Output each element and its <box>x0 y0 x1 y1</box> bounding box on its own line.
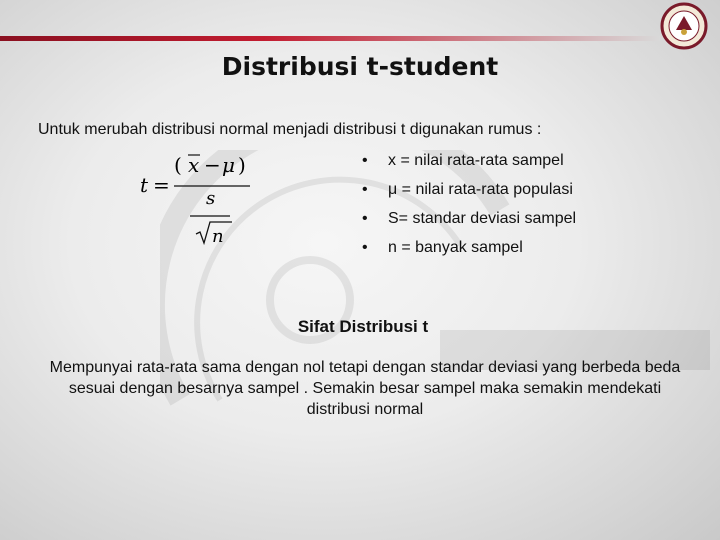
formula-equals: = <box>153 173 170 197</box>
bullet-text: S= standar deviasi sampel <box>388 210 577 227</box>
slide-title: Distribusi t-student <box>221 52 499 81</box>
header-accent-line <box>0 36 660 41</box>
bullet-text: x = nilai rata-rata sampel <box>388 152 564 169</box>
bullet-marker: • <box>362 239 368 256</box>
header-bar <box>0 0 720 42</box>
formula-close-paren: ) <box>238 153 246 177</box>
university-logo-icon <box>660 2 708 50</box>
bullet-text: μ = nilai rata-rata populasi <box>388 181 573 198</box>
formula-x: x <box>188 153 200 177</box>
properties-paragraph: Mempunyai rata-rata sama dengan nol tetapi dengan standar deviasi yang berbeda beda sesuai dengan besarnya sampel . Semakin besar sampel maka semakin mendekati distribusi normal <box>49 359 681 418</box>
bullet-marker: • <box>362 181 368 198</box>
list-item <box>362 177 576 206</box>
formula-mu: μ <box>222 153 235 177</box>
bullet-marker: • <box>362 210 368 227</box>
formula-n: n <box>212 226 224 247</box>
variable-definitions-list <box>362 148 576 264</box>
list-item <box>362 148 576 177</box>
t-statistic-formula <box>140 146 270 256</box>
bullet-marker: • <box>362 152 368 169</box>
list-item <box>362 235 576 264</box>
list-item <box>362 206 576 235</box>
formula-minus: − <box>204 153 221 177</box>
section-subtitle: Sifat Distribusi t <box>297 317 429 336</box>
formula-open-paren: ( <box>174 153 182 177</box>
formula-lhs: t <box>140 173 149 197</box>
formula-s: s <box>206 188 216 209</box>
bullet-text: n = banyak sampel <box>388 239 523 256</box>
intro-text: Untuk merubah distribusi normal menjadi distribusi t digunakan rumus : <box>38 121 542 138</box>
